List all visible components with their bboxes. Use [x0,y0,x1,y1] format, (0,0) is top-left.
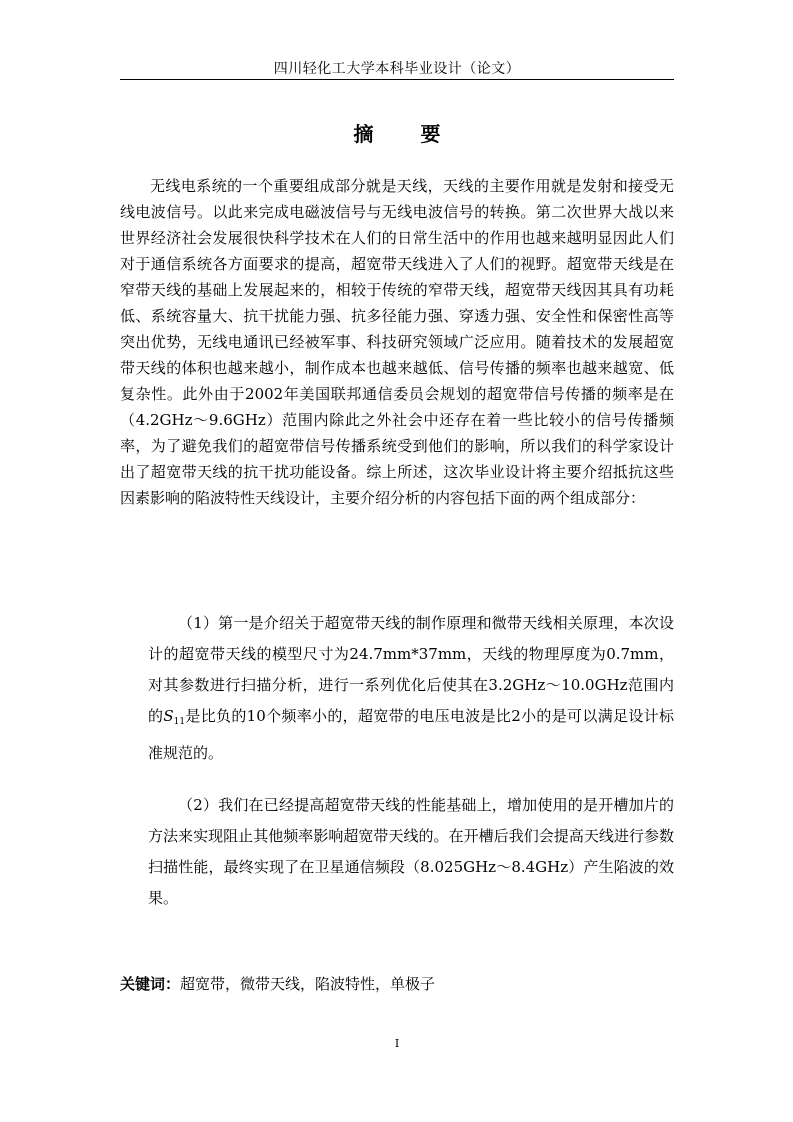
abstract-paragraph: 无线电系统的一个重要组成部分就是天线，天线的主要作用就是发射和接受无线电波信号。以此来完成电磁波信号与无线电波信号的转换。第二次世界大战以来世界经济社会发展很快科学技术在人们的日常生活中的作用也越来越明显因此人们对于通信系统各方面要求的提高，超宽带天线进入了人们的视野。超宽带天线是在窄带天线的基础上发展起来的，相较于传统的窄带天线，超宽带天线因其具有功耗低、系统容量大、抗干扰能力强、抗多径能力强、穿透力强、安全性和保密性高等突出优势，无线电通讯已经被军事、科技研究领域广泛应用。随着技术的发展超宽带天线的体积也越来越小，制作成本也越来越低、信号传播的频率也越来越宽、低复杂性。此外由于2002年美国联邦通信委员会规划的超宽带信号传播的频率是在（4.2GHz～9.6GHz）范围内除此之外社会中还存在着一些比较小的信号传播频率，为了避免我们的超宽带信号传播系统受到他们的影响，所以我们的科学家设计出了超宽带天线的抗干扰功能设备。综上所述，这次毕业设计将主要介绍抵抗这些因素影响的陷波特性天线设计，主要介绍分析的内容包括下面的两个组成部分： [120,177,674,507]
item-1-text-after: 是比负的10个频率小的，超宽带的电压电波是比2小的是可以满足设计标准规范的。 [148,707,674,762]
s11-letter: S [163,707,174,725]
abstract-item-1 [148,608,674,769]
s11-subscript: 11 [173,717,186,727]
item-1-text-before: （1）第一是介绍关于超宽带天线的制作原理和微带天线相关原理，本次设计的超宽带天线的模型尺寸为24.7mm*37mm，天线的物理厚度为0.7mm，对其参数进行扫描分析，进行一系列优化后使其在3.2GHz～10.0GHz范围内的 [148,614,674,725]
abstract-title: 摘 要 [353,122,461,146]
abstract-item-2: （2）我们在已经提高超宽带天线的性能基础上，增加使用的是开槽加片的方法来实现阻止其他频率影响超宽带天线的。在开槽后我们会提高天线进行参数扫描性能，最终实现了在卫星通信频段（8.025GHz～8.4GHz）产生陷波的效果。 [148,796,674,907]
header-rule [120,79,674,80]
keywords-line [120,973,674,994]
page-number: I [394,1037,400,1050]
keywords-label: 关键词： [120,975,181,993]
s11-symbol [163,707,185,725]
running-header: 四川轻化工大学本科毕业设计（论文） [273,61,521,77]
keywords-text: 超宽带，微带天线，陷波特性，单极子 [180,975,436,993]
